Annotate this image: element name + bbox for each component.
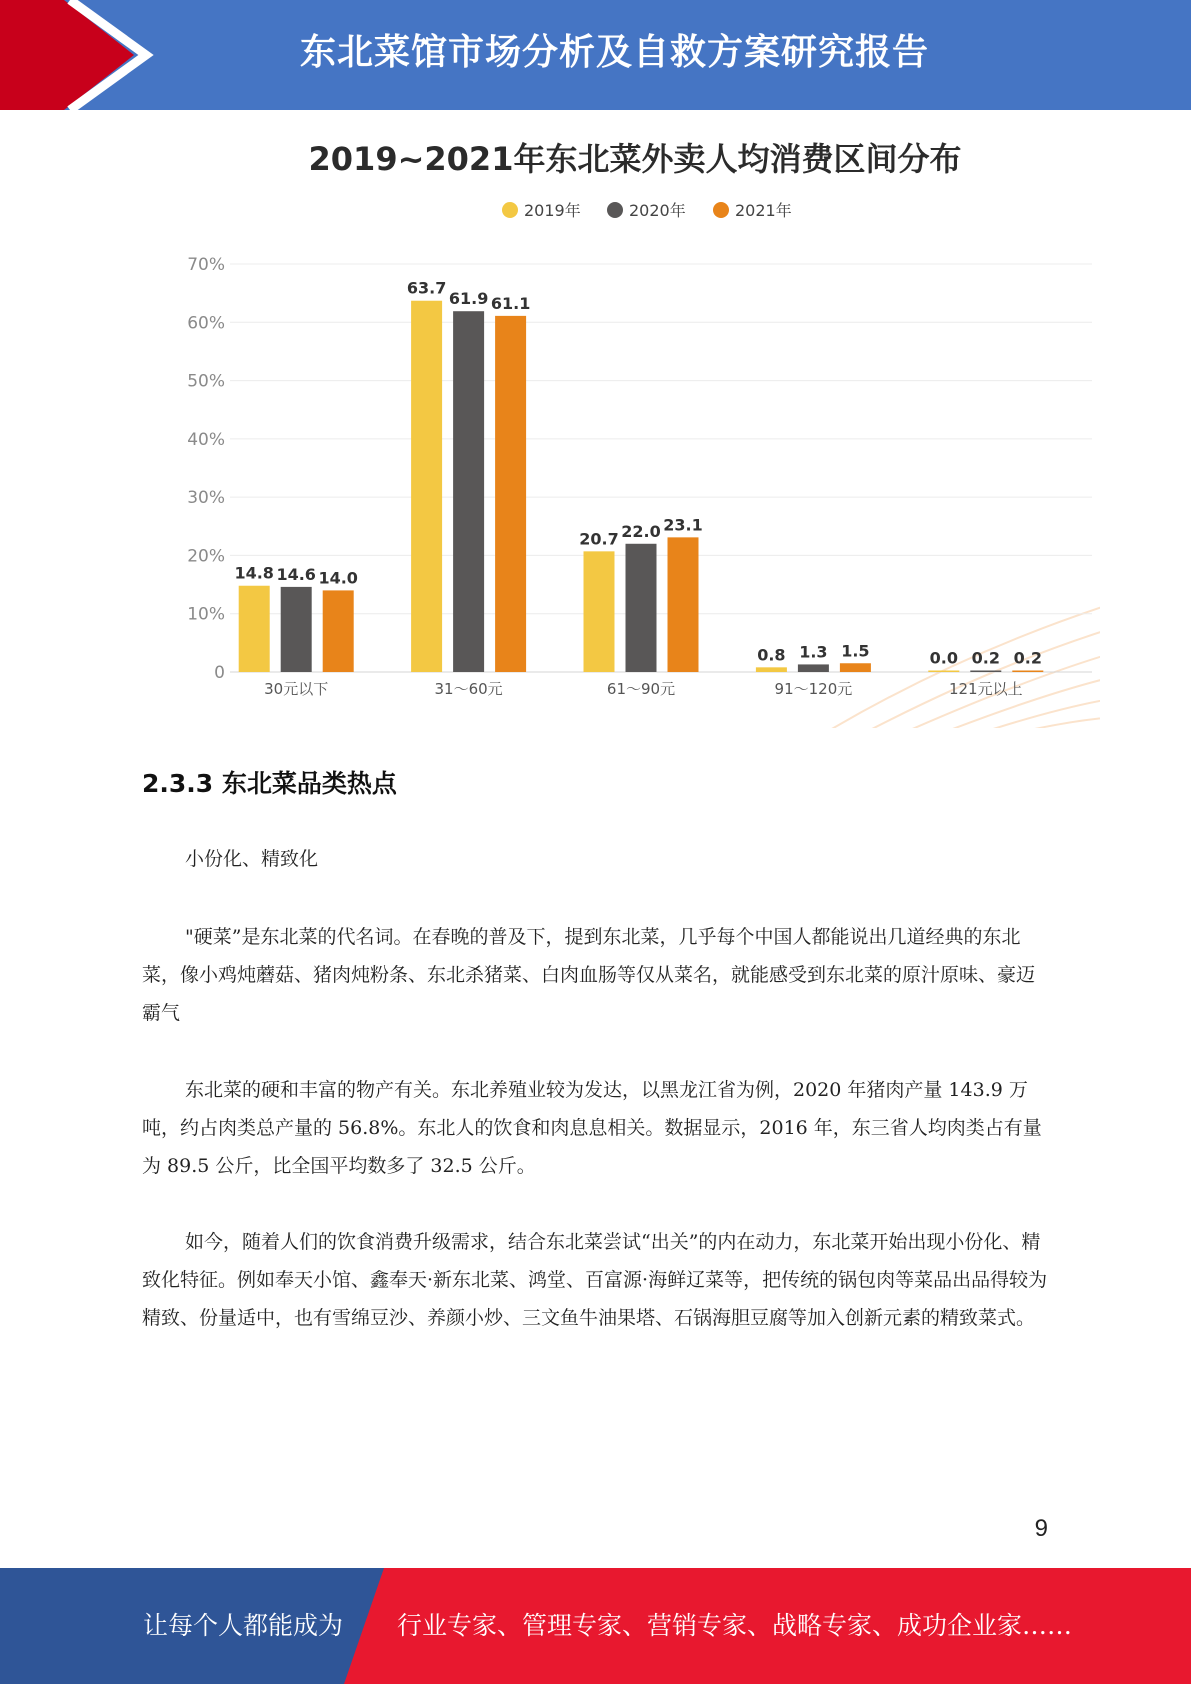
bar-1-1 (453, 311, 484, 672)
data-label-0-2: 14.0 (318, 568, 358, 588)
data-label-4-0: 0.0 (929, 648, 958, 668)
chart-decoration (830, 598, 1100, 728)
legend-marker-2 (713, 202, 729, 218)
chart-title: 2019~2021年东北菜外卖人均消费区间分布 (308, 140, 962, 178)
bar-0-2 (323, 590, 354, 672)
section-heading: 2.3.3 东北菜品类热点 (142, 769, 397, 798)
legend-label-1: 2020年 (629, 201, 686, 220)
bar-0-1 (281, 587, 312, 672)
footer-slogan-left: 让每个人都能成为 (143, 1611, 344, 1640)
x-tick-label-4: 121元以上 (948, 680, 1023, 698)
document-title: 东北菜馆市场分析及自救方案研究报告 (300, 32, 930, 73)
bar-3-0 (756, 667, 787, 672)
data-label-3-0: 0.8 (757, 645, 786, 665)
page-footer (0, 1568, 1191, 1684)
bar-0-0 (239, 586, 270, 672)
legend-label-0: 2019年 (524, 201, 581, 220)
x-tick-label-3: 91～120元 (774, 680, 853, 698)
x-tick-label-2: 61～90元 (606, 680, 676, 698)
bar-1-2 (495, 316, 526, 672)
paragraph-hard-dishes: "硬菜”是东北菜的代名词。在春晚的普及下，提到东北菜，几乎每个中国人都能说出几道经典的东北菜，像小鸡炖蘑菇、猪肉炖粉条、东北杀猪菜、白肉血肠等仅从菜名，就能感受到东北菜的原汁原味、豪迈霸气 (142, 926, 1036, 1024)
page-number: 9 (1034, 1515, 1048, 1542)
footer-slogan-right: 行业专家、管理专家、营销专家、战略专家、成功企业家…… (397, 1611, 1073, 1640)
x-tick-label-1: 31～60元 (434, 680, 503, 698)
consumption-chart (170, 128, 1100, 728)
bar-1-0 (411, 301, 442, 672)
data-label-2-2: 23.1 (663, 515, 703, 535)
bar-2-0 (584, 551, 615, 672)
bar-3-2 (840, 663, 871, 672)
data-label-0-0: 14.8 (234, 563, 274, 583)
bar-4-2 (1012, 671, 1043, 673)
chart-svg (170, 128, 1100, 728)
legend-marker-0 (502, 202, 518, 218)
data-label-1-2: 61.1 (490, 293, 531, 313)
data-label-0-1: 14.6 (276, 564, 316, 584)
data-label-4-1: 0.2 (971, 648, 1000, 668)
chart-gridlines (230, 264, 1092, 672)
legend-marker-1 (607, 202, 623, 218)
data-label-1-0: 63.7 (406, 278, 447, 298)
data-label-3-1: 1.3 (799, 642, 828, 662)
legend-label-2: 2021年 (735, 201, 792, 220)
bar-4-1 (970, 671, 1001, 673)
chart-bars (234, 279, 1043, 672)
paragraph-refinement: 如今，随着人们的饮食消费升级需求，结合东北菜尝试“出关”的内在动力，东北菜开始出现小份化、精致化特征。例如奉天小馆、鑫奉天·新东北菜、鸿堂、百富源·海鲜辽菜等，把传统的锅包肉等菜品出品得较为精致、份量适中，也有雪绵豆沙、养颜小炒、三文鱼牛油果塔、石锅海胆豆腐等加入创新元素的精致菜式。 (142, 1231, 1048, 1329)
header-arrow-decoration (0, 0, 180, 110)
bar-3-1 (798, 664, 829, 672)
bar-2-2 (668, 537, 699, 672)
bar-4-0 (928, 671, 959, 673)
data-label-2-1: 22.0 (621, 521, 661, 541)
chart-y-axis (187, 255, 225, 683)
y-tick-label-1: 10% (187, 604, 225, 625)
chart-legend (502, 201, 792, 220)
x-tick-label-0: 30元以下 (264, 680, 329, 698)
paragraph-meat-production: 东北菜的硬和丰富的物产有关。东北养殖业较为发达，以黑龙江省为例，2020 年猪肉产量 143.9 万吨，约占肉类总产量的 56.8%。东北人的饮食和肉息息相关。数据显示，2016 年，东三省人均肉类占有量为 89.5 公斤，比全国平均数多了 32.5 公斤。 (142, 1079, 1042, 1177)
y-tick-label-0: 0 (214, 663, 225, 683)
page-header (0, 0, 1191, 110)
y-tick-label-7: 70% (187, 255, 225, 275)
y-tick-label-2: 20% (187, 546, 225, 567)
data-label-4-2: 0.2 (1013, 648, 1042, 668)
y-tick-label-4: 40% (187, 429, 225, 450)
chart-x-axis (264, 680, 1022, 698)
data-label-1-1: 61.9 (448, 289, 489, 309)
bar-2-1 (626, 544, 657, 672)
y-tick-label-5: 50% (187, 371, 225, 392)
paragraph-subtitle: 小份化、精致化 (185, 848, 319, 870)
y-tick-label-3: 30% (187, 488, 225, 509)
data-label-2-0: 20.7 (579, 529, 619, 549)
data-label-3-2: 1.5 (841, 641, 870, 661)
y-tick-label-6: 60% (187, 313, 225, 334)
